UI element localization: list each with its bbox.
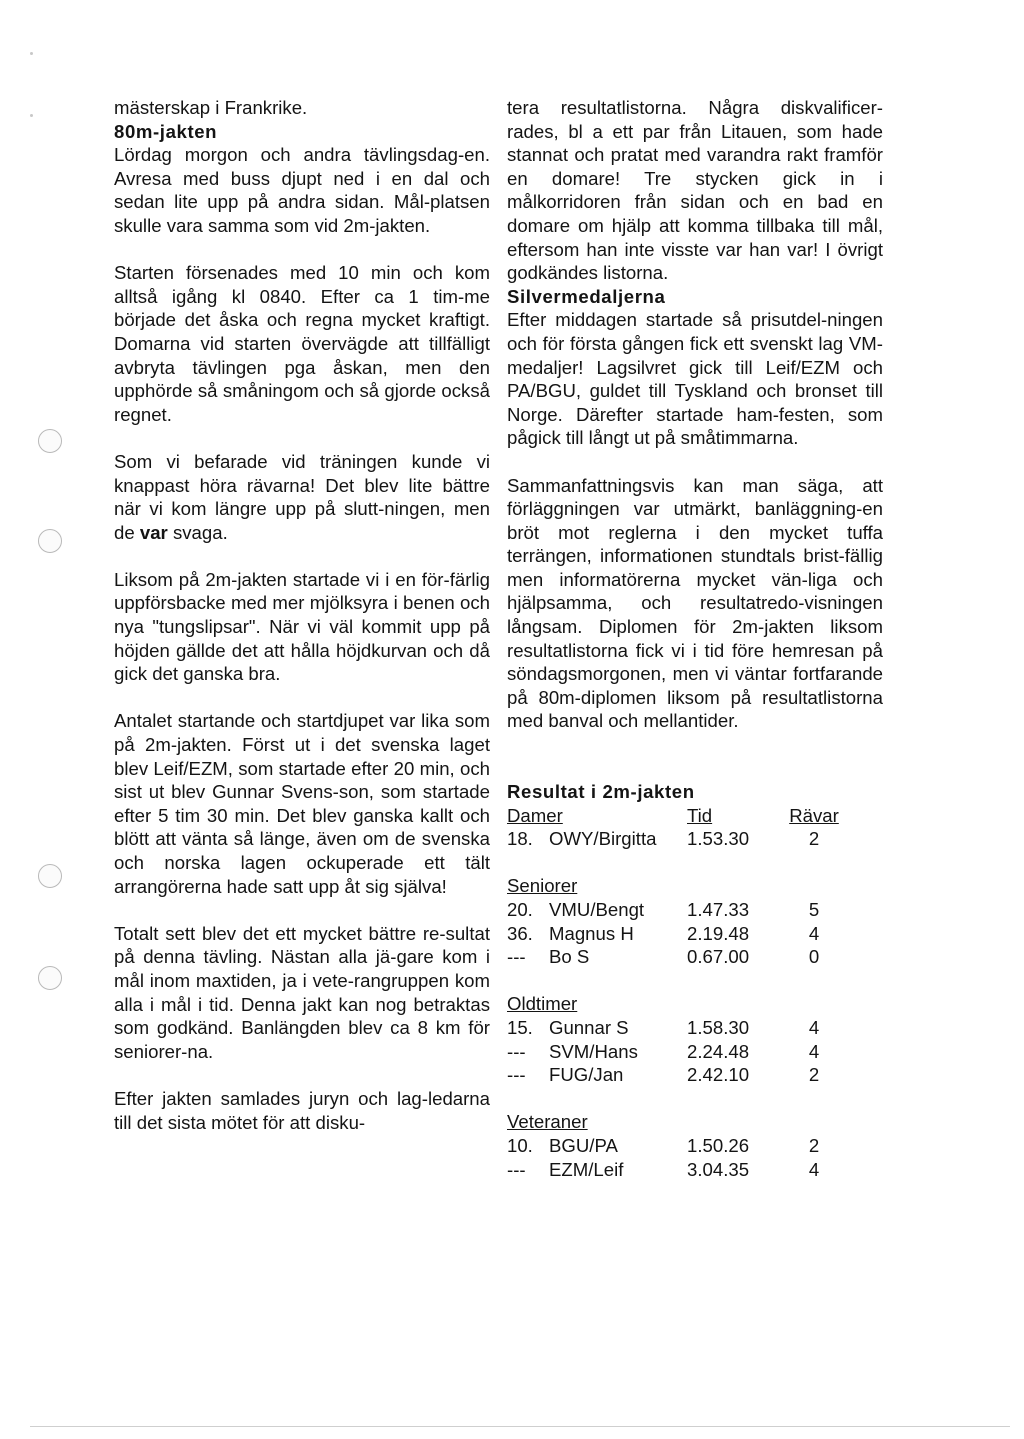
section-heading-80m: 80m-jakten	[114, 120, 218, 142]
scan-speck	[30, 52, 33, 55]
table-row: --- FUG/Jan 2.42.10 2	[507, 1064, 820, 1086]
spacer-row	[507, 851, 849, 875]
paragraph: tera resultatlistorna. Några diskvalificer-rades, bl a ett par från Litauen, som hade stannat och pratat med varandra rakt framför en domare! Tre stycken gick in i målkorridoren från sidan och en bad en domare om hjälp att komma tillbaka till mål, eftersom han inte visste var han var! I övrigt godkändes listorna.	[507, 97, 883, 284]
paragraph: Som vi befarade vid träningen kunde vi knappast höra rävarna! Det blev lite bättre när vi kom längre upp på slutt-ningen, men de var svaga.	[114, 450, 490, 543]
paragraph: Totalt sett blev det ett mycket bättre re-sultat på denna tävling. Nästan alla jä-gare kom i mål inom maxtiden, ja i vete-rangruppen kom alla i mål i tid. Denna jakt kan nog betraktas som godkänd. Banlängden blev ca 8 km för seniorer-na.	[114, 922, 490, 1062]
column-header-foxes: Rävar	[789, 804, 839, 826]
group-label: Seniorer	[507, 875, 578, 897]
paragraph: Starten försenades med 10 min och kom alltså igång kl 0840. Efter ca 1 tim-me började det åska och regna mycket kraftigt. Domarna vid starten övervägde att tillfälligt avbryta tävlingen pga åskan, men den upphörde så småningom och så gjorde också regnet.	[114, 262, 490, 425]
spacer-row	[507, 969, 849, 993]
spacer-row	[507, 1087, 849, 1111]
column-header-time: Tid	[687, 804, 713, 826]
bottom-edge-line	[30, 1426, 1010, 1427]
punch-hole	[38, 966, 62, 990]
intro-line: mästerskap i Frankrike.	[114, 97, 308, 118]
results-table	[507, 804, 849, 1182]
punch-hole	[38, 429, 62, 453]
group-header-row	[507, 992, 849, 1016]
group-label: Damer	[507, 804, 563, 826]
group-label: Veteraner	[507, 1111, 588, 1133]
punch-hole	[38, 529, 62, 553]
paragraph: Sammanfattningsvis kan man säga, att förläggningen var utmärkt, banläggning-en bröt mot reglerna i den mycket tuffa terrängen, informationen stundtals brist-fällig men informatörerna mycket vän-liga och hjälpsamma, och resultatredo-visningen långsam. Diplomen för 2m-jakten liksom resultatlistorna fick vi i tid före hemresan på söndagsmorgonen, men vi väntar fortfarande på 80m-diplomen liksom på resultatlistorna med banval och mellantider.	[507, 474, 883, 732]
table-row: 10. BGU/PA 1.50.26 2	[507, 1134, 820, 1156]
group-label: Oldtimer	[507, 993, 578, 1015]
emphasis: var	[139, 521, 168, 543]
results-title: Resultat i 2m-jakten	[507, 781, 695, 803]
table-row: --- SVM/Hans 2.24.48 4	[507, 1040, 820, 1062]
punch-hole	[38, 864, 62, 888]
table-row: --- EZM/Leif 3.04.35 4	[507, 1158, 820, 1180]
group-header-row	[507, 874, 849, 898]
table-row: 15. Gunnar S 1.58.30 4	[507, 1016, 820, 1038]
section-heading-silver: Silvermedaljerna	[507, 285, 666, 307]
paragraph: Lördag morgon och andra tävlingsdag-en. Avresa med buss djupt ned i en dal och sedan lite upp på andra sidan. Mål-platsen skulle vara samma som vid 2m-jakten.	[114, 144, 490, 236]
results-section	[507, 780, 883, 1181]
paragraph: Efter middagen startade så prisutdel-ningen och för första gången fick ett svenskt lag VM-medaljer! Lagsilvret gick till Leif/EZM och PA/BGU, guldet till Tyskland och bronset till Norge. Därefter startade ham-festen, som pågick till långt ut på småtimmarna.	[507, 309, 883, 449]
group-header-row	[507, 1110, 849, 1134]
scan-speck	[30, 114, 33, 117]
paragraph: Antalet startande och startdjupet var lika som på 2m-jakten. Först ut i det svenska laget blev Leif/EZM, som startade efter 20 min, och sist ut blev Gunnar Svens-son, som startade efter 5 tim 30 min. Det blev ganska kallt och blött att vänta så länge, även om de svenska och norska lagen ockuperade ett tält arrangörerna hade satt upp åt sig själva!	[114, 710, 490, 897]
table-row: 18. OWY/Birgitta 1.53.30 2	[507, 828, 820, 850]
table-header-row	[507, 804, 849, 828]
paragraph: Efter jakten samlades juryn och lag-ledarna till det sista mötet för att disku-	[114, 1087, 490, 1133]
paragraph: Liksom på 2m-jakten startade vi i en för-färlig uppförsbacke med mer mjölksyra i benen och nya "tungslipsar". När vi väl kommit upp på höjden gällde det att hålla höjdkurvan och då gick det ganska bra.	[114, 568, 490, 685]
table-row: 36. Magnus H 2.19.48 4	[507, 922, 820, 944]
table-row: --- Bo S 0.67.00 0	[507, 946, 820, 968]
left-column	[114, 96, 490, 1134]
right-column	[507, 96, 883, 1181]
table-row: 20. VMU/Bengt 1.47.33 5	[507, 899, 820, 920]
